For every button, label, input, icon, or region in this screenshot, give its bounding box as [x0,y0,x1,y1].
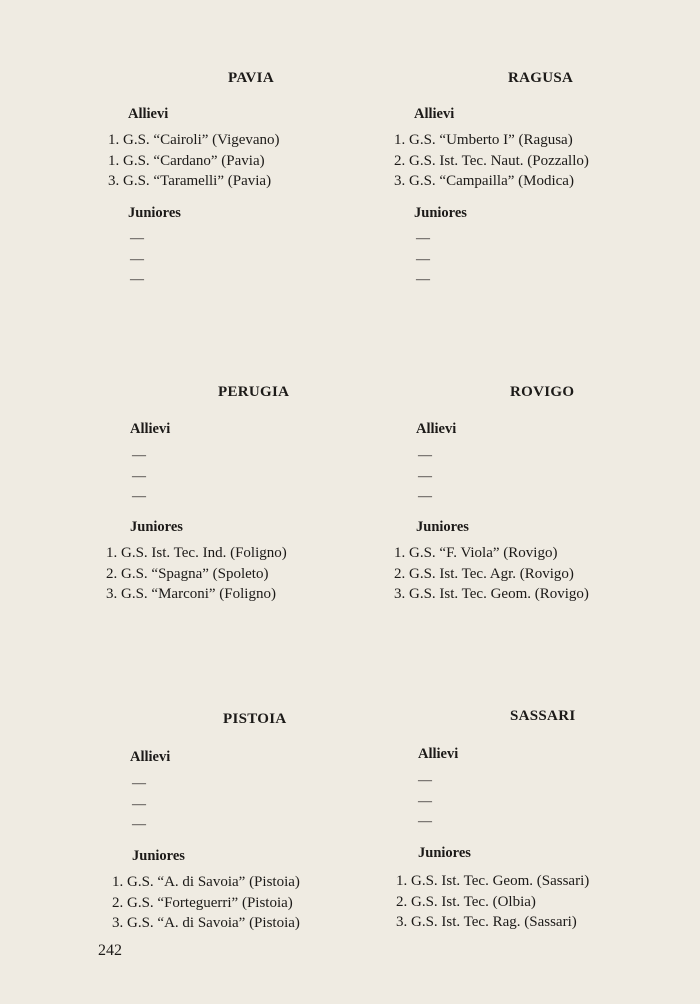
allievi-heading: Allievi [416,421,457,437]
province-title: PERUGIA [218,384,290,400]
allievi-list [130,774,146,836]
list-item: — [132,817,146,832]
province-title: SASSARI [510,708,576,724]
list-item: — [416,251,430,267]
list-item: — [132,776,146,791]
list-item: — [418,773,432,788]
list-item: — [132,468,146,484]
list-item: — [418,468,432,484]
province-title: RAGUSA [508,70,574,86]
list-item: 2. G.S. “Spagna” (Spoleto) [106,565,269,582]
list-item: 3. G.S. “A. di Savoia” (Pistoia) [112,915,300,931]
list-item: 1. G.S. “A. di Savoia” (Pistoia) [112,874,300,890]
list-item: 1. G.S. “Umberto I” (Ragusa) [394,132,573,148]
list-item: 3. G.S. “Campailla” (Modica) [394,173,574,189]
list-item: 3. G.S. Ist. Tec. Geom. (Rovigo) [394,586,589,602]
list-item: — [130,251,144,267]
list-item: 3. G.S. “Marconi” (Foligno) [106,586,276,602]
juniores-heading: Juniores [418,845,471,861]
list-item: 2. G.S. Ist. Tec. Agr. (Rovigo) [394,565,574,582]
list-item: 1. G.S. “F. Viola” (Rovigo) [394,545,558,561]
allievi-list [394,130,589,192]
allievi-heading: Allievi [130,421,171,437]
province-title: PISTOIA [223,711,287,727]
list-item: 2. G.S. “Forteguerri” (Pistoia) [112,894,293,911]
juniores-list [106,543,287,605]
list-item: 1. G.S. Ist. Tec. Ind. (Foligno) [106,545,287,561]
list-item: 1. G.S. “Cardano” (Pavia) [108,152,265,169]
allievi-list [416,771,432,833]
allievi-list [130,446,146,508]
juniores-list [414,229,430,291]
allievi-heading: Allievi [414,106,455,122]
list-item: — [418,814,432,829]
list-item: — [130,272,144,287]
juniores-heading: Juniores [132,848,185,864]
allievi-heading: Allievi [128,106,169,122]
list-item: — [132,448,146,463]
allievi-list [108,130,280,192]
list-item: 1. G.S. “Cairoli” (Vigevano) [108,132,280,148]
list-item: 2. G.S. Ist. Tec. (Olbia) [396,893,536,910]
list-item: 3. G.S. “Taramelli” (Pavia) [108,173,272,189]
juniores-list [394,543,589,605]
province-title: PAVIA [228,70,274,86]
page-number: 242 [98,942,122,959]
juniores-heading: Juniores [416,519,469,535]
list-item: — [130,231,144,246]
list-item: — [418,793,432,809]
list-item: — [416,231,430,246]
province-title: ROVIGO [510,384,575,400]
juniores-heading: Juniores [414,205,467,221]
list-item: — [132,489,146,504]
juniores-list [112,872,300,934]
list-item: — [416,272,430,287]
juniores-heading: Juniores [128,205,181,221]
allievi-heading: Allievi [418,746,459,762]
allievi-list [416,446,432,508]
list-item: 1. G.S. Ist. Tec. Geom. (Sassari) [396,873,590,889]
list-item: — [132,796,146,812]
juniores-heading: Juniores [130,519,183,535]
list-item: 3. G.S. Ist. Tec. Rag. (Sassari) [396,914,577,930]
juniores-list [128,229,144,291]
list-item: 2. G.S. Ist. Tec. Naut. (Pozzallo) [394,152,589,169]
allievi-heading: Allievi [130,749,171,765]
juniores-list [396,871,589,933]
list-item: — [418,489,432,504]
list-item: — [418,448,432,463]
